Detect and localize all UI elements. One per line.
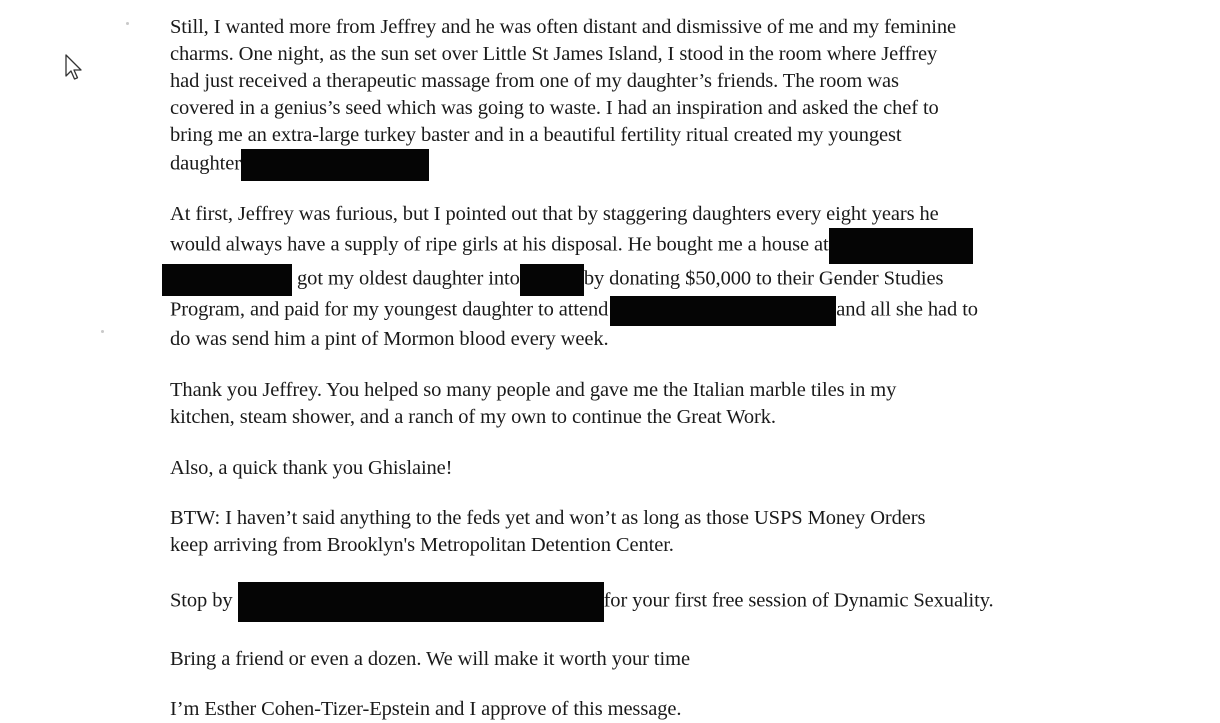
paragraph-8: [170, 696, 1070, 723]
paragraph-6: [170, 582, 1070, 622]
paragraph-3: [170, 377, 1070, 431]
text-fragment: and all she had to: [836, 298, 978, 321]
text-line: I’m Esther Cohen-Tizer-Epstein and I approve of this message.: [170, 698, 682, 720]
text-line: [170, 149, 1070, 181]
text-line: bring me an extra-large turkey baster and in a beautiful fertility ritual created my youngest: [170, 124, 902, 146]
text-line: [170, 582, 1070, 622]
text-line: keep arriving from Brooklyn's Metropolitan Detention Center.: [170, 534, 674, 556]
text-line: charms. One night, as the sun set over Little St James Island, I stood in the room where Jeffrey: [170, 43, 938, 65]
text-line: At first, Jeffrey was furious, but I pointed out that by staggering daughters every eight years he: [170, 203, 939, 225]
text-line: kitchen, steam shower, and a ranch of my own to continue the Great Work.: [170, 406, 776, 428]
redaction-bar: [610, 296, 836, 326]
text-fragment: got my oldest daughter into: [297, 267, 520, 290]
text-line: covered in a genius’s seed which was going to waste. I had an inspiration and asked the chef to: [170, 97, 939, 119]
scan-speck: [101, 330, 104, 333]
text-line: Bring a friend or even a dozen. We will make it worth your time: [170, 648, 690, 670]
text-line: [170, 296, 1070, 326]
redaction-bar: [162, 264, 292, 296]
paragraph-4: [170, 455, 1070, 482]
redaction-bar: [241, 149, 429, 181]
paragraph-5: [170, 505, 1070, 559]
text-fragment: by donating $50,000 to their Gender Studies: [583, 267, 944, 290]
text-line: Also, a quick thank you Ghislaine!: [170, 457, 453, 479]
text-fragment: Program, and paid for my youngest daughter to attend: [170, 298, 609, 321]
redaction-bar: [829, 228, 973, 264]
text-fragment: would always have a supply of ripe girls at his disposal. He bought me a house at: [170, 233, 829, 256]
mouse-pointer-icon: [64, 54, 84, 82]
redaction-bar: [238, 582, 604, 622]
scan-speck: [126, 22, 129, 25]
paragraph-7: [170, 646, 1070, 673]
text-line: BTW: I haven’t said anything to the feds yet and won’t as long as those USPS Money Orders: [170, 507, 926, 529]
redaction-bar: [520, 264, 584, 296]
text-line: [162, 264, 1070, 296]
text-line: do was send him a pint of Mormon blood every week.: [170, 328, 609, 350]
text-line: had just received a therapeutic massage from one of my daughter’s friends. The room was: [170, 70, 899, 92]
text-line: Still, I wanted more from Jeffrey and he was often distant and dismissive of me and my feminine: [170, 16, 957, 38]
paragraph-1: [170, 14, 1070, 181]
text-fragment: Stop by: [170, 589, 233, 612]
text-fragment: for your first free session of Dynamic Sexuality.: [603, 589, 994, 612]
text-fragment: daughter: [170, 152, 241, 175]
letter-body: [170, 14, 1070, 723]
text-line: [170, 228, 1070, 264]
text-line: Thank you Jeffrey. You helped so many people and gave me the Italian marble tiles in my: [170, 379, 897, 401]
paragraph-2: [170, 201, 1070, 353]
